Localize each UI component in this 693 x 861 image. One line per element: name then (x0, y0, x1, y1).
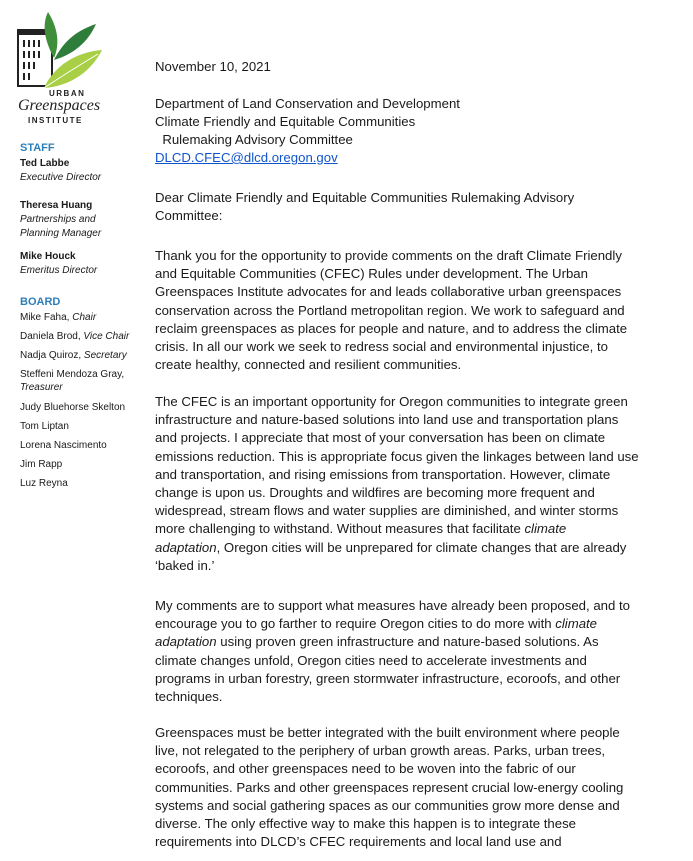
text-line: widespread, stream flows and water supplies are diminished, and winter storms (155, 503, 619, 519)
board-member: Daniela Brod, Vice Chair (20, 331, 130, 342)
text-line: and Equitable Communities (CFEC) Rules under development. The Urban (155, 266, 588, 282)
text-line: techniques. (155, 689, 223, 705)
logo-leaf-icon (14, 10, 114, 100)
salutation-line: Dear Climate Friendly and Equitable Communities Rulemaking Advisory (155, 190, 575, 205)
text-line: ‘baked in.’ (155, 557, 215, 573)
text-line: emissions reduction. This is appropriate focus given the linkages between land use (155, 448, 639, 464)
staff-name: Ted Labbe (20, 158, 70, 169)
board-heading: BOARD (20, 296, 61, 308)
board-member: Mike Faha, Chair (20, 312, 97, 323)
salutation-line: Committee: (155, 208, 223, 223)
text-line: and projects. I appreciate that most of your conversation has been on climate (155, 430, 606, 446)
email-link[interactable]: DLCD.CFEC@dlcd.oregon.gov (155, 150, 338, 165)
address-line: Climate Friendly and Equitable Communities (155, 114, 416, 129)
board-member-role: Treasurer (20, 382, 63, 393)
text-line: climate changes unfold, Oregon cities need to accelerate investments and (155, 652, 587, 668)
address-line: Department of Land Conservation and Development (155, 96, 460, 111)
board-member: Luz Reyna (20, 478, 68, 489)
staff-role: Emeritus Director (20, 265, 98, 276)
staff-role: Executive Director (20, 172, 102, 183)
organization-logo (14, 10, 114, 130)
paragraph-greenspaces (155, 724, 675, 851)
board-member: Lorena Nascimento (20, 440, 107, 451)
text-line: requirements into DLCD’s CFEC requirements and local land use and (155, 834, 562, 850)
text-line: My comments are to support what measures have already been proposed, and to (155, 598, 631, 613)
text-line: Thank you for the opportunity to provide comments on the draft Climate Friendly (155, 248, 622, 263)
paragraph-cfec (155, 393, 675, 575)
address-line: Rulemaking Advisory Committee (155, 132, 353, 147)
text-line: diverse. The only effective way to make this happen is to integrate these (155, 816, 577, 832)
text-line: The CFEC is an important opportunity for Oregon communities to integrate green (155, 394, 628, 409)
paragraph-comments (155, 597, 675, 706)
text-line: Greenspaces Institute advocates for and leads collaborative urban greenspaces (155, 284, 622, 300)
board-member: Judy Bluehorse Skelton (20, 402, 126, 413)
text-line: change is upon us. Droughts and wildfires are becoming more frequent and (155, 485, 595, 501)
logo-institute-text: INSTITUTE (28, 116, 83, 125)
logo-greenspaces-text: Greenspaces (18, 97, 101, 114)
text-line: systems and social gathering spaces as our communities grow more dense and (155, 797, 620, 813)
text-line: infrastructure and nature-based solutions into land use and transportation plans (155, 412, 619, 428)
text-line: encourage you to go farther to require Oregon cities to do more with climate (155, 616, 598, 632)
text-line: communities. Parks and other greenspaces represent crucial low-energy cooling (155, 779, 624, 795)
staff-role: Planning Manager (20, 228, 102, 239)
text-line: Greenspaces must be better integrated with the built environment where people (155, 725, 620, 740)
text-line: and transportation, and rising emissions from transportation. However, climate (155, 466, 611, 482)
paragraph-intro (155, 247, 675, 374)
text-line: crisis. In all our work we seek to redress social and environmental injustice, to (155, 339, 608, 355)
text-line: conservation across the Portland metropolitan region. We work to safeguard and (155, 302, 625, 318)
staff-heading: STAFF (20, 142, 55, 154)
board-member: Steffeni Mendoza Gray, (20, 369, 125, 380)
board-member: Tom Liptan (20, 421, 69, 432)
text-line: live, not relegated to the periphery of urban growth areas. Parks, urban trees, (155, 743, 606, 759)
text-line: adaptation using proven green infrastructure and nature-based solutions. As (155, 634, 599, 650)
letter-date: November 10, 2021 (155, 59, 271, 74)
letterhead-sidebar (0, 0, 140, 861)
staff-role: Partnerships and (20, 214, 96, 225)
text-line: ecoroofs, and other greenspaces need to be woven into the fabric of our (155, 761, 576, 777)
text-line: reclaim greenspaces as places for people and nature, and to address the climate (155, 320, 628, 336)
staff-name: Mike Houck (20, 251, 76, 262)
board-member: Nadja Quiroz, Secretary (20, 350, 127, 361)
staff-name: Theresa Huang (20, 200, 93, 211)
text-line: more challenging to withstand. Without measures that facilitate climate (155, 521, 567, 537)
logo-urban-text: URBAN (49, 89, 86, 98)
text-line: adaptation, Oregon cities will be unprepared for climate changes that are already (155, 539, 627, 555)
text-line: create healthy, connected and resilient communities. (155, 357, 462, 373)
text-line: programs in urban forestry, green stormwater infrastructure, ecoroofs, and other (155, 670, 621, 686)
board-member: Jim Rapp (20, 459, 63, 470)
